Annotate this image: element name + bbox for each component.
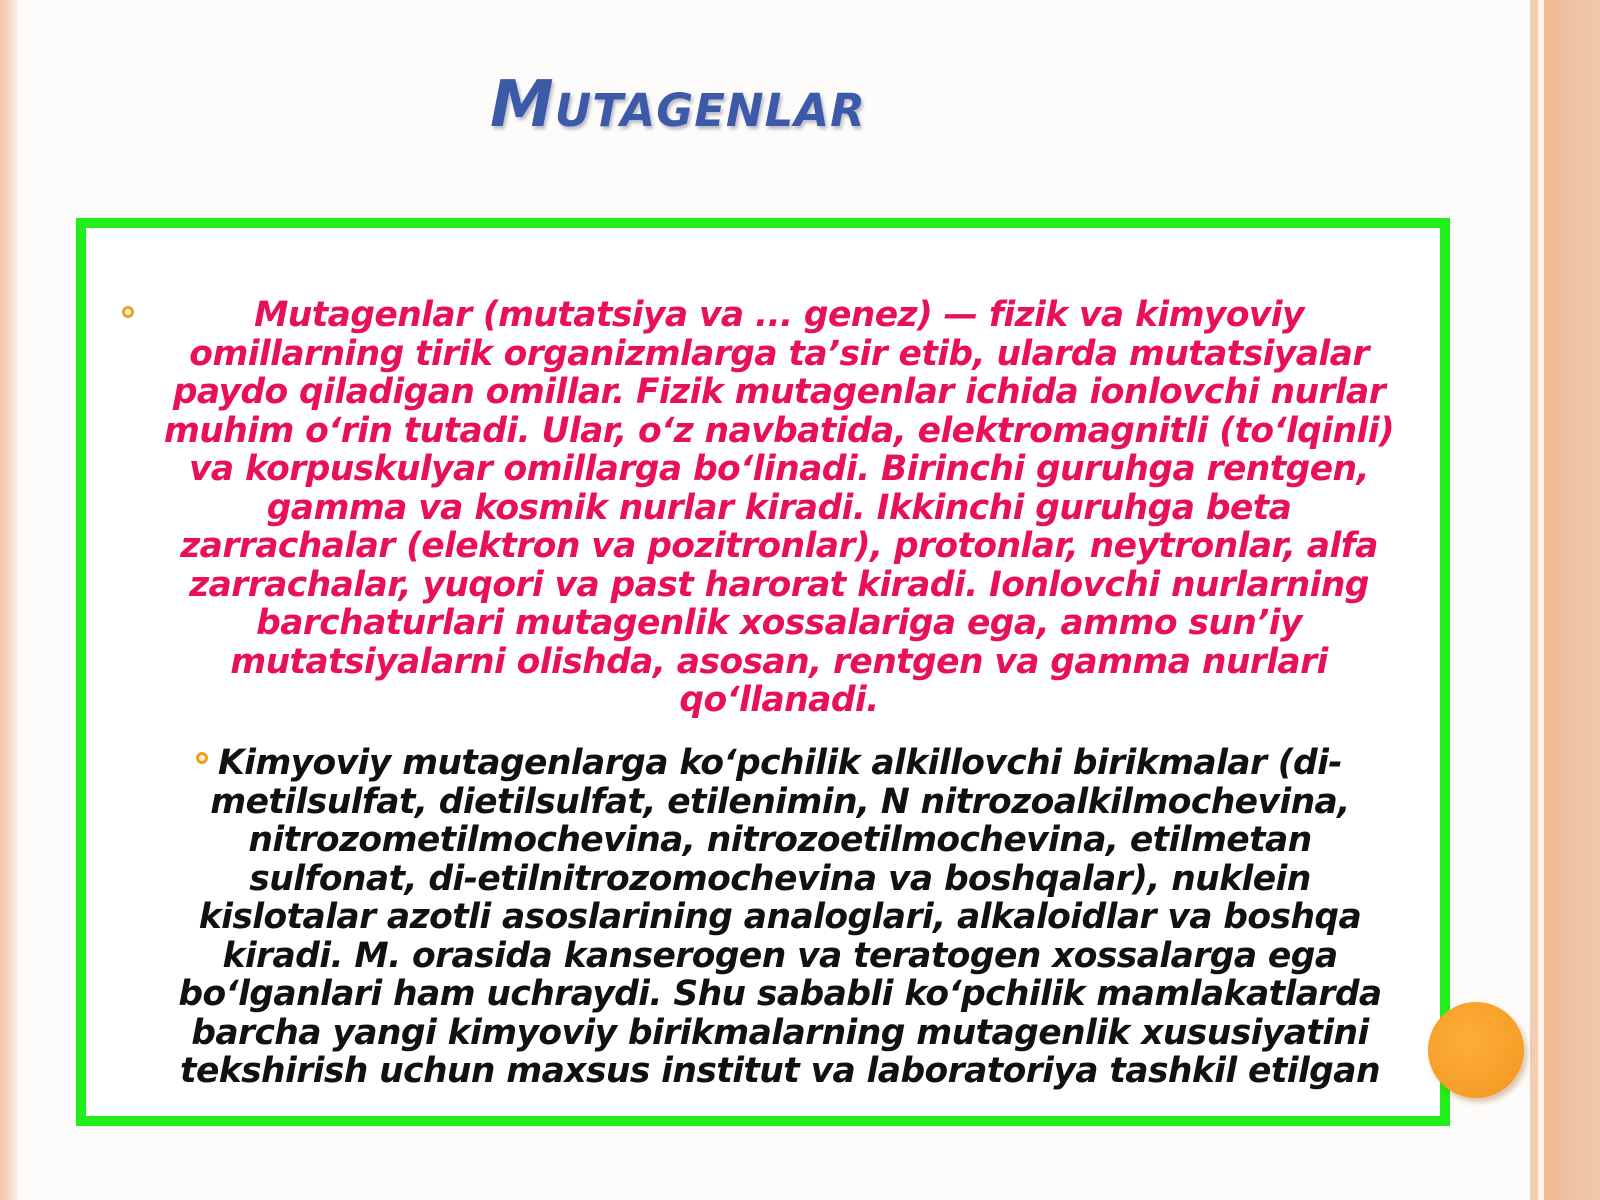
left-border-decoration bbox=[0, 0, 18, 1200]
right-border-stripe bbox=[1530, 0, 1538, 1200]
content-box bbox=[76, 218, 1450, 1126]
orange-circle-decoration bbox=[1428, 1002, 1524, 1098]
ring-bullet-icon bbox=[122, 306, 134, 318]
paragraph-physical-mutagens: Mutagenlar (mutatsiya va ... genez) — fizik va kimyoviy omillarning tirik organizmlarga ta’sir etib, ularda mutatsiyalar paydo qiladigan omillar. Fizik mutagenlar ichida ionlovchi nurlar muhim o‘rin tutadi. Ular, o‘z navbatida, elektromagnitli (to‘lqinli) va korpuskulyar omillarga bo‘linadi. Birinchi guruhga rentgen, gamma va kosmik nurlar kiradi. Ikkinchi guruhga beta zarrachalar (elektron va pozitronlar), protonlar, neytronlar, alfa zarrachalar, yuqori va past harorat kiradi. Ionlovchi nurlarning barchaturlari mutagenlik xossalariga ega, ammo sun’iy mutatsiyalarni olishda, asosan, rentgen va gamma nurlari qo‘llanadi. bbox=[163, 295, 1395, 720]
slide-title: Mutagenlar bbox=[490, 68, 866, 142]
right-border-bar bbox=[1544, 0, 1600, 1200]
paragraph-chemical-mutagens: Kimyoviy mutagenlarga ko‘pchilik alkillovchi birikmalar (di-metilsulfat, dietilsulfat, etilenimin, N nitrozoalkilmochevina, nitrozometilmochevina, nitrozoetilmochevina, etilmetan sulfonat, di-etilnitrozomochevina va boshqalar), nuklein kislotalar azotli asoslarining analoglari, alkaloidlar va boshqa kiradi. M. orasida kanserogen va teratogen xossalarga ega bo‘lganlari ham uchraydi. Shu sababli ko‘pchilik mamlakatlarda barcha yangi kimyoviy birikmalarning mutagenlik xususiyatini tekshirish uchun maxsus institut va laboratoriya tashkil etilgan bbox=[178, 743, 1382, 1091]
